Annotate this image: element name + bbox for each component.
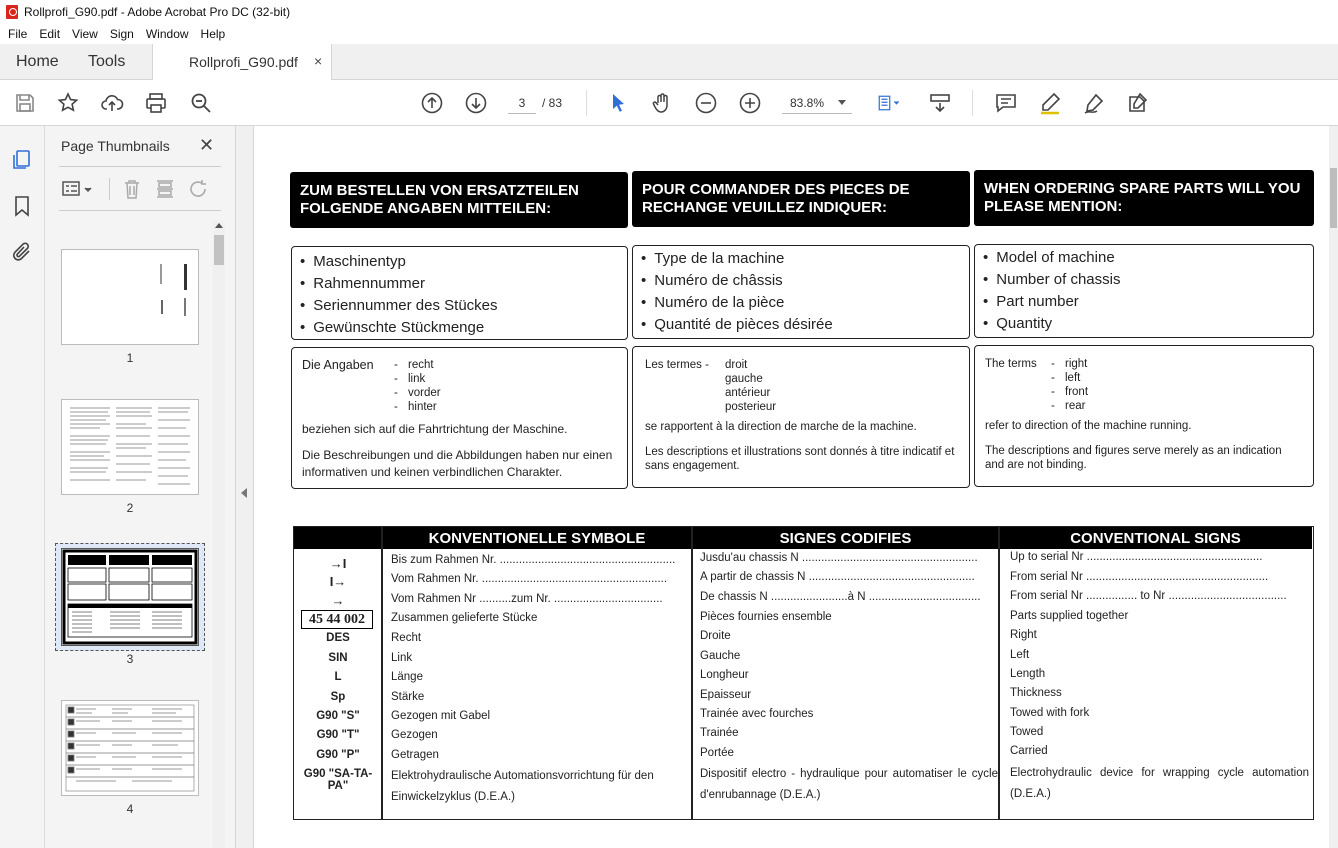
terms-refer: se rapportent à la direction de marche de la machine.	[645, 421, 917, 433]
attachment-paperclip-icon[interactable]	[10, 240, 34, 264]
zoom-value: 83.8%	[790, 96, 825, 110]
menu-help[interactable]: Help	[200, 27, 226, 41]
print-icon[interactable]	[144, 91, 168, 115]
search-icon[interactable]	[189, 91, 213, 115]
bullet-item: • Gewünschte Stückmenge	[300, 317, 627, 339]
tab-home[interactable]: Home	[16, 53, 59, 70]
toolbar-divider	[972, 90, 973, 116]
menu-window[interactable]: Window	[145, 27, 189, 41]
page-total: / 83	[542, 96, 563, 110]
row-de: Bis zum Rahmen Nr. .......................................................	[391, 554, 676, 566]
row-fr: Droite	[700, 630, 731, 642]
row-en: Carried	[1010, 745, 1048, 757]
menu-file[interactable]: File	[8, 27, 28, 41]
row-en: Up to serial Nr .......................................................	[1010, 551, 1263, 563]
bullet-item: • Quantité de pièces désirée	[641, 314, 969, 336]
header-fr: POUR COMMANDER DES PIECES DE RECHANGE VEUILLEZ INDIQUER:	[632, 171, 970, 227]
symbol-from-frame: I→	[329, 574, 347, 589]
header-en: WHEN ORDERING SPARE PARTS WILL YOU PLEASE MENTION:	[974, 170, 1314, 226]
row-de: Gezogen mit Gabel	[391, 710, 491, 722]
menu-view[interactable]: View	[72, 27, 98, 41]
close-icon[interactable]: ✕	[199, 135, 215, 155]
menu-bar	[0, 24, 1338, 44]
row-fr: Portée	[700, 747, 734, 759]
symbol-column-header	[294, 527, 382, 549]
row-fr: Gauche	[700, 650, 741, 662]
page-number-input[interactable]	[508, 92, 536, 114]
row-fr: Trainée avec fourches	[700, 708, 814, 720]
term: link	[408, 373, 426, 385]
thumbnail-page-1[interactable]	[61, 249, 199, 345]
bookmark-icon[interactable]	[10, 194, 34, 218]
symbol-g90-sa-ta-pa: G90 "SA-TA-PA"	[303, 768, 373, 792]
symbols-table	[293, 526, 1314, 820]
term: left	[1065, 372, 1081, 384]
upload-cloud-icon[interactable]	[100, 91, 124, 115]
symbol-sp: Sp	[330, 691, 346, 703]
document-page	[255, 126, 1329, 848]
left-rail	[0, 126, 45, 848]
row-de: Stärke	[391, 691, 425, 703]
close-tab-icon[interactable]: ×	[314, 53, 323, 69]
thumbnail-page-2[interactable]	[61, 399, 199, 495]
zoom-dropdown[interactable]	[782, 92, 852, 114]
row-de: Vom Rahmen Nr. ..........................................................	[391, 573, 668, 585]
scroll-mode-icon[interactable]	[928, 91, 952, 115]
symbol-g90-t: G90 "T"	[316, 729, 360, 741]
bullet-item: • Model of machine	[983, 247, 1313, 269]
draw-pen-icon[interactable]	[1082, 91, 1106, 115]
terms-note: Les descriptions et illustrations sont donnés à titre indicatif et sans engagement.	[645, 446, 955, 472]
bullet-item: • Numéro de châssis	[641, 270, 969, 292]
symbol-g90-s: G90 "S"	[316, 710, 360, 722]
highlight-pen-icon[interactable]	[1038, 91, 1062, 115]
next-page-icon[interactable]	[464, 91, 488, 115]
row-en: Right	[1010, 629, 1037, 641]
term: right	[1065, 358, 1088, 370]
row-en: Length	[1010, 668, 1046, 680]
symbol-g90-p: G90 "P"	[316, 749, 360, 761]
extract-page-icon[interactable]	[153, 178, 177, 200]
row-en: From serial Nr .........................................................	[1010, 571, 1269, 583]
row-en: Electrohydraulic device for wrapping cycle automation (D.E.A.)	[1010, 767, 1309, 800]
bullet-item: • Quantity	[983, 313, 1313, 335]
terms-note: The descriptions and figures serve merely as an indication and are not binding.	[985, 445, 1282, 471]
bullets-fr	[632, 245, 970, 339]
bullet-item: • Maschinentyp	[300, 251, 627, 273]
terms-note: Die Beschreibungen und die Abbildungen haben nur einen informativen und keinen verbindlichen Charakter.	[302, 448, 613, 479]
term: front	[1065, 386, 1089, 398]
terms-intro: Die Angaben	[302, 358, 374, 372]
row-fr: Epaisseur	[700, 689, 752, 701]
row-fr: Longheur	[700, 669, 749, 681]
symbol-sin: SIN	[328, 652, 348, 664]
row-de: Elektrohydraulische Automationsvorrichtung für den Einwickelzyklus (D.E.A.)	[391, 770, 654, 803]
toolbar-divider	[586, 90, 587, 116]
tab-tools[interactable]: Tools	[88, 53, 126, 70]
term: antérieur	[725, 387, 771, 399]
rotate-page-icon[interactable]	[187, 178, 211, 200]
bullet-item: • Number of chassis	[983, 269, 1313, 291]
options-menu-icon[interactable]	[61, 178, 95, 200]
row-en: From serial Nr ................ to Nr .....................................	[1010, 590, 1287, 602]
save-icon[interactable]	[13, 91, 37, 115]
column-header-en: CONVENTIONAL SIGNS	[999, 527, 1312, 549]
row-de: Vom Rahmen Nr ..........zum Nr. ..................................	[391, 593, 663, 605]
symbol-until-frame: →I	[329, 556, 347, 571]
tab-document[interactable]	[152, 44, 332, 81]
bullet-item: • Rahmennummer	[300, 273, 627, 295]
symbol-l: L	[334, 671, 342, 683]
row-de: Länge	[391, 671, 423, 683]
bookmark-star-icon[interactable]	[56, 91, 80, 115]
row-fr: Jusdu'au chassis N .......................................................	[700, 552, 978, 564]
thumbnail-label: 4	[126, 802, 134, 816]
column-header-de: KONVENTIONELLE SYMBOLE	[382, 527, 692, 549]
bullet-item: • Numéro de la pièce	[641, 292, 969, 314]
scrollbar-thumb[interactable]	[1330, 168, 1337, 228]
row-fr: A partir de chassis N ....................................................	[700, 571, 975, 583]
terms-refer: refer to direction of the machine running.	[985, 420, 1192, 432]
thumbnails-panel	[45, 126, 236, 848]
thumbnail-label: 2	[126, 501, 134, 515]
scroll-up-icon[interactable]	[215, 223, 223, 228]
bullet-item: • Type de la machine	[641, 248, 969, 270]
window-title: Rollprofi_G90.pdf - Adobe Acrobat Pro DC (32-bit)	[24, 5, 291, 19]
column-divider	[998, 527, 1000, 819]
terms-fr	[632, 346, 970, 488]
panel-splitter[interactable]	[236, 126, 254, 848]
terms-en: The terms - right - left - front - rear refer to direction of the machine running. The descriptions and figures serve merely as an indication and are not binding.	[974, 345, 1314, 487]
term: gauche	[725, 373, 763, 385]
thumbnail-label: 3	[126, 652, 134, 666]
term: hinter	[408, 401, 437, 413]
delete-page-icon[interactable]	[120, 178, 144, 200]
comment-icon[interactable]	[994, 91, 1018, 115]
menu-edit[interactable]: Edit	[39, 27, 61, 41]
menu-sign[interactable]: Sign	[109, 27, 134, 41]
term: posterieur	[725, 401, 777, 413]
bullet-item: • Part number	[983, 291, 1313, 313]
bullet-item: • Seriennummer des Stückes	[300, 295, 627, 317]
title-bar	[0, 0, 1338, 24]
zoom-out-icon[interactable]	[694, 91, 718, 115]
panel-title: Page Thumbnails	[61, 138, 170, 154]
row-fr: Dispositif electro - hydraulique pour automatiser le cycle d'enrubannage (D.E.A.)	[700, 768, 998, 801]
tab-bar	[0, 44, 1338, 80]
term: recht	[408, 359, 434, 371]
row-en: Towed	[1010, 726, 1044, 738]
thumbnails-scrollbar[interactable]	[213, 221, 225, 848]
term: vorder	[408, 387, 441, 399]
terms-refer: beziehen sich auf die Fahrtrichtung der Maschine.	[302, 422, 568, 436]
row-en: Towed with fork	[1010, 707, 1090, 719]
fit-page-icon[interactable]	[873, 91, 905, 115]
thumbnail-page-4[interactable]	[61, 700, 199, 796]
column-divider	[691, 527, 693, 819]
previous-page-icon[interactable]	[420, 91, 444, 115]
row-de: Gezogen	[391, 729, 438, 741]
zoom-in-icon[interactable]	[738, 91, 762, 115]
row-de: Getragen	[391, 749, 439, 761]
row-de: Recht	[391, 632, 422, 644]
symbol-supplied-together: 45 44 002	[301, 610, 373, 629]
row-en: Thickness	[1010, 687, 1062, 699]
bullets-en	[974, 244, 1314, 338]
toolbar	[0, 80, 1338, 126]
hand-tool-icon[interactable]	[650, 91, 674, 115]
bullets-de	[291, 246, 628, 340]
thumbnail-page-3[interactable]	[61, 548, 199, 646]
chevron-down-icon	[838, 100, 846, 105]
terms-intro: Les termes -	[645, 359, 709, 371]
header-de: ZUM BESTELLEN VON ERSATZTEILEN FOLGENDE ANGABEN MITTEILEN:	[290, 172, 628, 228]
select-cursor-icon[interactable]	[606, 91, 630, 115]
column-header-fr: SIGNES CODIFIES	[692, 527, 999, 549]
row-fr: Trainée	[700, 727, 739, 739]
stamp-icon[interactable]	[1126, 91, 1150, 115]
acrobat-logo-icon	[6, 5, 18, 19]
term: droit	[725, 359, 748, 371]
symbol-des: DES	[326, 632, 350, 644]
thumbnail-label: 1	[126, 351, 134, 365]
document-scrollbar[interactable]	[1329, 126, 1338, 848]
row-fr: De chassis N ........................à N ...................................	[700, 591, 981, 603]
divider	[59, 166, 221, 167]
tab-document-label: Rollprofi_G90.pdf	[189, 54, 298, 70]
divider	[109, 178, 110, 200]
row-fr: Pièces fournies ensemble	[700, 611, 832, 623]
page-thumbnails-icon[interactable]	[10, 148, 34, 172]
collapse-arrow-icon[interactable]	[241, 488, 247, 498]
row-de: Link	[391, 652, 413, 664]
terms-de: Die Angaben - recht - link - vorder - hinter beziehen sich auf die Fahrtrichtung der Maschine. Die Beschreibungen und die Abbildungen haben nur einen informativen und keinen verbindlichen Charakter.	[291, 347, 628, 489]
scrollbar-thumb[interactable]	[214, 235, 224, 265]
divider	[59, 210, 221, 211]
row-de: Zusammen gelieferte Stücke	[391, 612, 538, 624]
term: rear	[1065, 400, 1086, 412]
row-en: Parts supplied together	[1010, 610, 1129, 622]
row-en: Left	[1010, 649, 1030, 661]
terms-intro: The terms	[985, 358, 1037, 370]
symbol-frame-range: →	[331, 593, 345, 608]
